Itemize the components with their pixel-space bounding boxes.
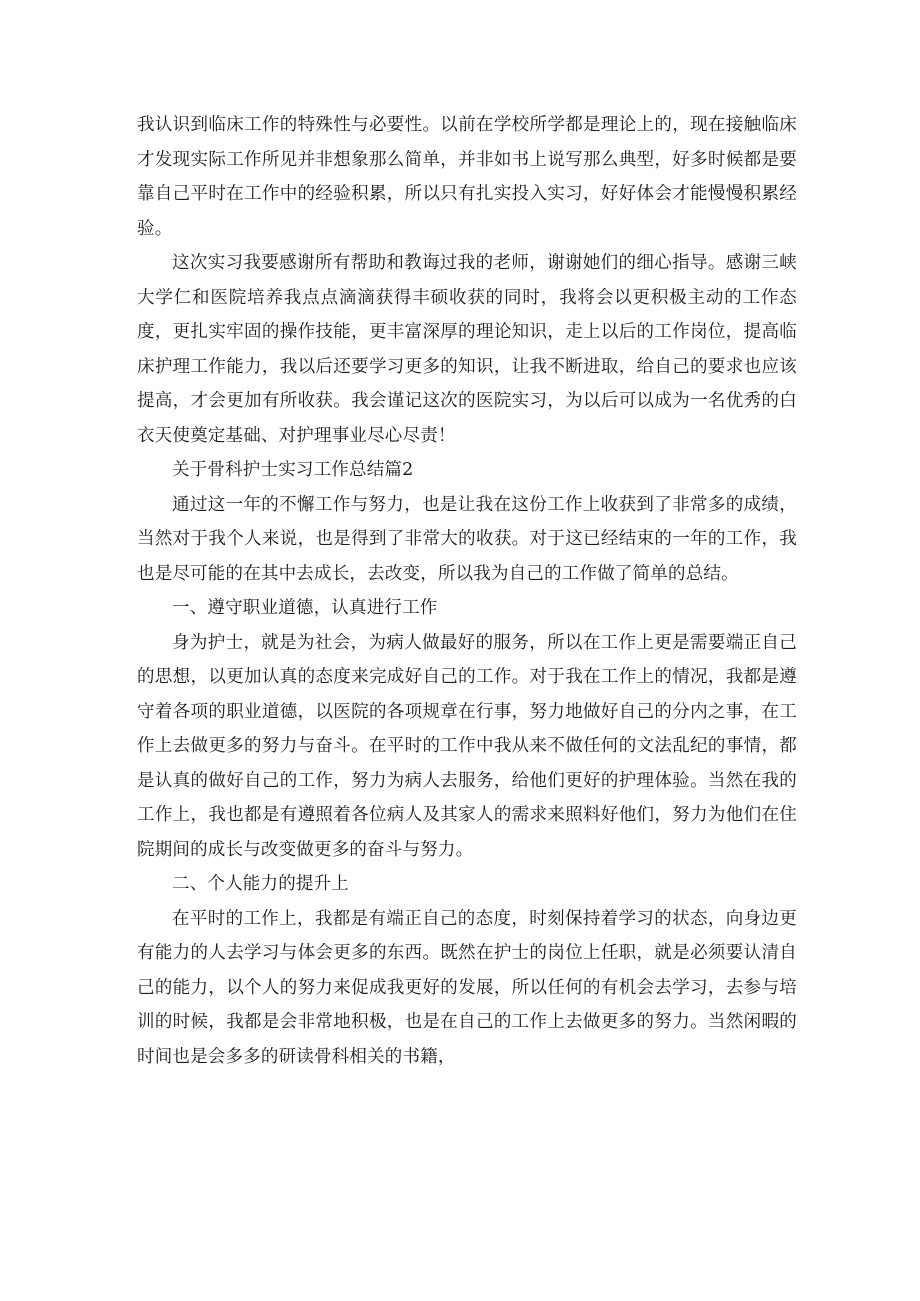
paragraph-intro: 通过这一年的不懈工作与努力，也是让我在这份工作上收获到了非常多的成绩，当然对于我个人来说，也是得到了非常大的收获。对于这已经结束的一年的工作，我也是尽可能的在其中去成长，去改变，所以我为自己的工作做了简单的总结。 (137, 494, 797, 584)
document-body (137, 108, 797, 1074)
paragraph-ethics: 身为护士，就是为社会，为病人做最好的服务，所以在工作上更是需要端正自己的思想，以更加认真的态度来完成好自己的工作。对于我在工作上的情况，我都是遵守着各项的职业道德，以医院的各项规章在行事，努力地做好自己的分内之事，在工作上去做更多的努力与奋斗。在平时的工作中我从来不做任何的文法乱纪的事情，都是认真的做好自己的工作，努力为病人去服务，给他们更好的护理体验。当然在我的工作上，我也都是有遵照着各位病人及其家人的需求来照料好他们，努力为他们在住院期间的成长与改变做更多的奋斗与努力。 (137, 632, 797, 860)
subheading-ability: 二、个人能力的提升上 (172, 874, 349, 894)
subheading-ethics: 一、遵守职业道德，认真进行工作 (172, 598, 438, 618)
paragraph-ability: 在平时的工作上，我都是有端正自己的态度，时刻保持着学习的状态，向身边更有能力的人去学习与体会更多的东西。既然在护士的岗位上任职，就是必须要认清自己的能力，以个人的努力来促成我更好的发展，所以任何的有机会去学习，去参与培训的时候，我都是会非常地积极，也是在自己的工作上去做更多的努力。当然闲暇的时间也是会多多的研读骨科相关的书籍， (137, 908, 797, 1067)
section-title: 关于骨科护士实习工作总结篇2 (172, 460, 414, 480)
paragraph-thanks: 这次实习我要感谢所有帮助和教诲过我的老师，谢谢她们的细心指导。感谢三峡大学仁和医院培养我点点滴滴获得丰硕收获的同时，我将会以更积极主动的工作态度，更扎实牢固的操作技能，更丰富深厚的理论知识，走上以后的工作岗位，提高临床护理工作能力，我以后还要学习更多的知识，让我不断进取，给自己的要求也应该提高，才会更加有所收获。我会谨记这次的医院实习，为以后可以成为一名优秀的白衣天使奠定基础、对护理事业尽心尽责！ (137, 253, 797, 446)
paragraph-continued: 我认识到临床工作的特殊性与必要性。以前在学校所学都是理论上的，现在接触临床才发现实际工作所见并非想象那么简单，并非如书上说写那么典型，好多时候都是要靠自己平时在工作中的经验积累，所以只有扎实投入实习，好好体会才能慢慢积累经验。 (137, 115, 797, 239)
